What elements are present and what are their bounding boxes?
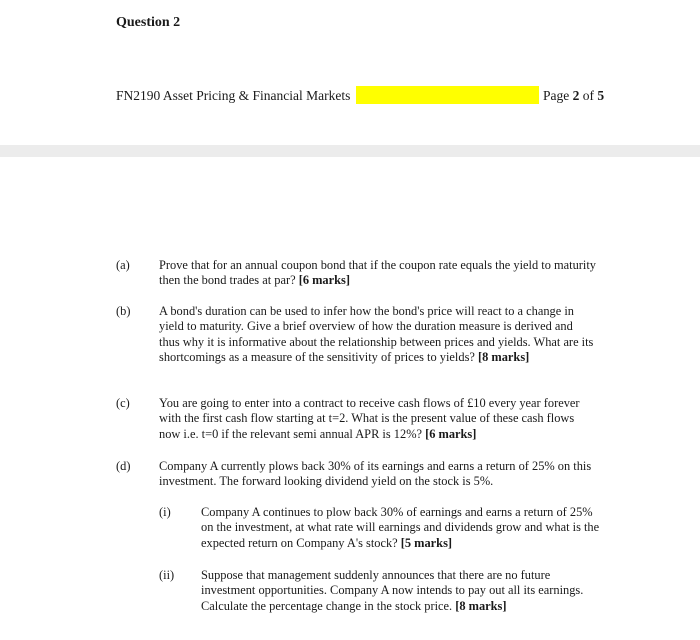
subitem-marks: [8 marks]: [455, 598, 507, 613]
item-marks: [8 marks]: [478, 350, 530, 365]
page-top-section: [0, 0, 700, 145]
item-body: You are going to enter into a contract to receive cash flows of £10 every year forever with the first cash flow starting at t=2. What is the present value of these cash flows now i.e. t=0 if the relevant semi annual APR is 12%?: [159, 396, 580, 441]
subitem-marks: [5 marks]: [400, 535, 453, 550]
item-text: [159, 304, 596, 366]
subitem-text: [201, 568, 600, 614]
item-text: [159, 459, 596, 490]
item-label: (a): [116, 258, 130, 272]
page-prefix: Page: [543, 88, 573, 103]
subitem-body: Suppose that management suddenly announces that there are no future investment opportunities. Company A now intends to pay out all its earnings. Calculate the percentage change in the stock price.: [201, 568, 584, 613]
item-marks: [6 marks]: [298, 273, 350, 288]
item-body: Prove that for an annual coupon bond that if the coupon rate equals the yield to maturity then the bond trades at par?: [159, 258, 596, 288]
page-of: of: [579, 88, 598, 103]
subitem-body: Company A continues to plow back 30% of earnings and earns a return of 25% on the investment, at what rate will earnings and dividends grow and what is the expected return on Company A's stock?: [201, 505, 600, 550]
course-title: FN2190 Asset Pricing & Financial Markets: [116, 88, 351, 103]
item-label: (d): [116, 459, 131, 473]
subitem-text: [201, 505, 600, 551]
item-label: (c): [116, 396, 130, 410]
page-total: 5: [597, 88, 605, 103]
item-text: [159, 396, 596, 442]
item-body: Company A currently plows back 30% of its earnings and earns a return of 25% on this investment. The forward looking dividend yield on the stock is 5%.: [159, 459, 592, 489]
highlight-mark: [356, 86, 539, 104]
subitem-label: (i): [159, 505, 171, 519]
page-number: [543, 88, 604, 104]
question-title: Question 2: [116, 15, 181, 30]
item-body: A bond's duration can be used to infer how the bond's price will react to a change in yield to maturity. Give a brief overview of how the duration measure is derived and thus why it is informative about the relationship between prices and yields. What are its shortcomings as a measure of the sensitivity of prices to yields?: [159, 304, 594, 365]
item-marks: [6 marks]: [425, 426, 477, 441]
subitem-label: (ii): [159, 568, 175, 582]
item-text: [159, 258, 596, 289]
page-main-section: [0, 157, 700, 640]
item-label: (b): [116, 304, 131, 318]
page-current: 2: [572, 88, 580, 103]
